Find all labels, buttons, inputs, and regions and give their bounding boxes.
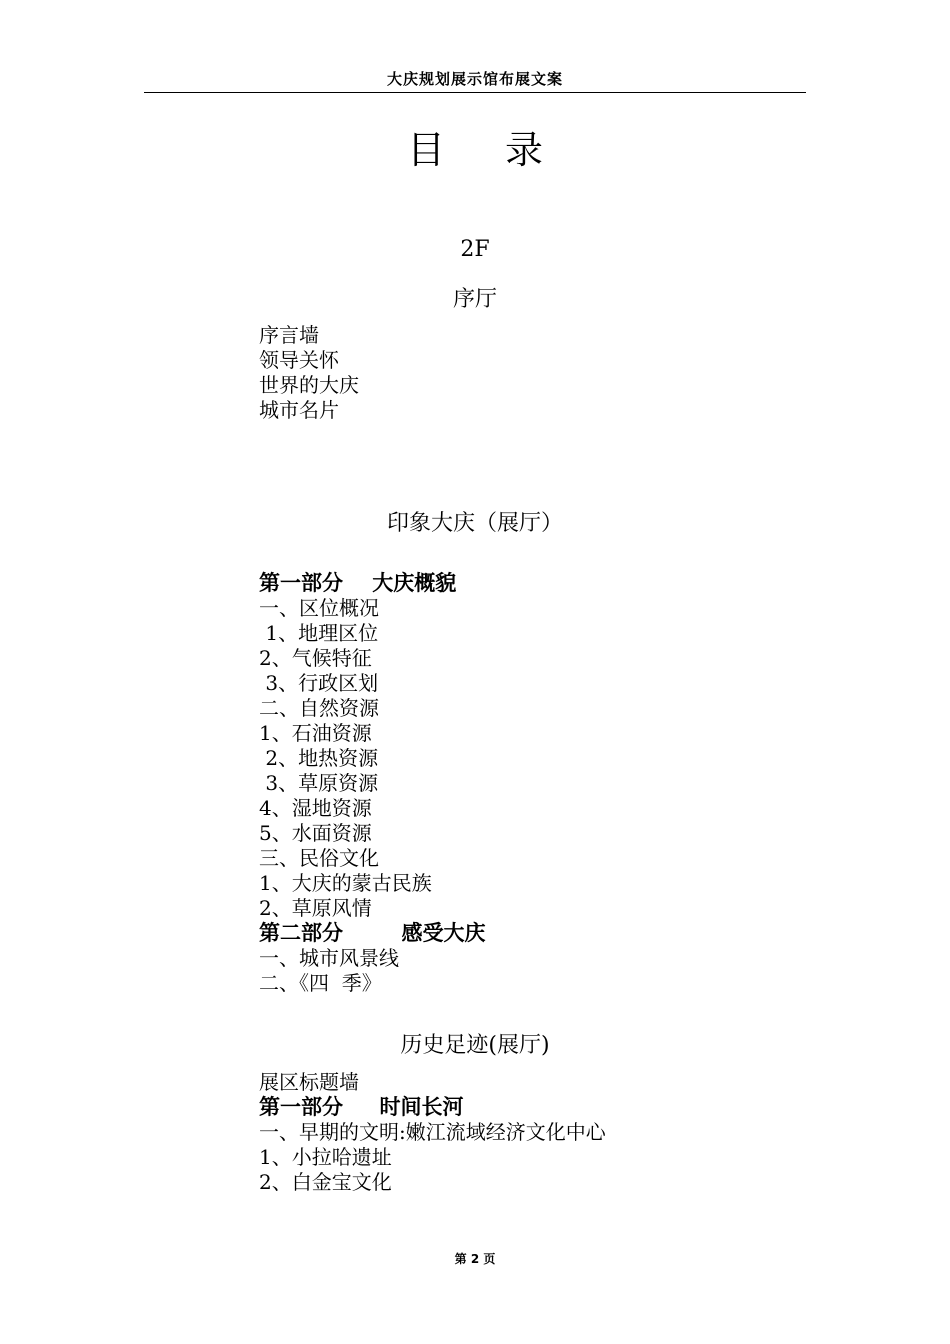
toc-entry: 2、草原风情 bbox=[259, 896, 372, 920]
toc-title-char-2: 录 bbox=[505, 128, 544, 172]
toc-entry: 2、地热资源 bbox=[259, 746, 379, 770]
toc-entry: 领导关怀 bbox=[259, 348, 339, 372]
page-number: 第 2 页 bbox=[454, 1252, 496, 1266]
toc-section-heading: 第二部分 感受大庆 bbox=[259, 921, 486, 945]
toc-entry: 城市名片 bbox=[259, 398, 339, 422]
toc-title-char-1: 目 bbox=[406, 128, 445, 172]
toc-entry: 2、气候特征 bbox=[259, 646, 372, 670]
toc-entry: 二、《四 季》 bbox=[259, 971, 382, 995]
impression-entries bbox=[259, 571, 486, 996]
document-header-title: 大庆规划展示馆布展文案 bbox=[386, 70, 563, 88]
toc-section-heading: 第一部分 大庆概貌 bbox=[259, 571, 457, 595]
toc-entry: 2、白金宝文化 bbox=[259, 1170, 392, 1194]
toc-entry: 一、早期的文明:嫩江流域经济文化中心 bbox=[259, 1120, 606, 1144]
toc-entry: 5、水面资源 bbox=[259, 821, 372, 845]
toc-entry: 4、湿地资源 bbox=[259, 796, 372, 820]
history-entries bbox=[259, 1070, 606, 1195]
toc-title bbox=[0, 126, 950, 174]
toc-entry: 3、行政区划 bbox=[259, 671, 379, 695]
toc-entry: 1、大庆的蒙古民族 bbox=[259, 871, 432, 895]
toc-entry: 二、自然资源 bbox=[259, 696, 379, 720]
header-divider bbox=[144, 92, 806, 93]
hall-title-history: 历史足迹(展厅) bbox=[400, 1033, 550, 1058]
toc-entry: 序言墙 bbox=[259, 323, 319, 347]
toc-entry: 一、城市风景线 bbox=[259, 946, 399, 970]
toc-entry: 三、民俗文化 bbox=[259, 846, 379, 870]
toc-entry: 3、草原资源 bbox=[259, 771, 379, 795]
hall-title-preface: 序厅 bbox=[452, 287, 497, 312]
toc-entry: 一、区位概况 bbox=[259, 596, 379, 620]
hall-title-impression: 印象大庆（展厅） bbox=[386, 511, 563, 536]
toc-entry: 展区标题墙 bbox=[259, 1070, 359, 1094]
toc-entry: 1、石油资源 bbox=[259, 721, 372, 745]
toc-entry: 1、地理区位 bbox=[259, 621, 379, 645]
floor-label: 2F bbox=[460, 237, 490, 262]
toc-entry: 1、小拉哈遗址 bbox=[259, 1145, 392, 1169]
preface-entries bbox=[259, 323, 359, 423]
toc-section-heading: 第一部分 时间长河 bbox=[259, 1095, 464, 1119]
toc-entry: 世界的大庆 bbox=[259, 373, 359, 397]
